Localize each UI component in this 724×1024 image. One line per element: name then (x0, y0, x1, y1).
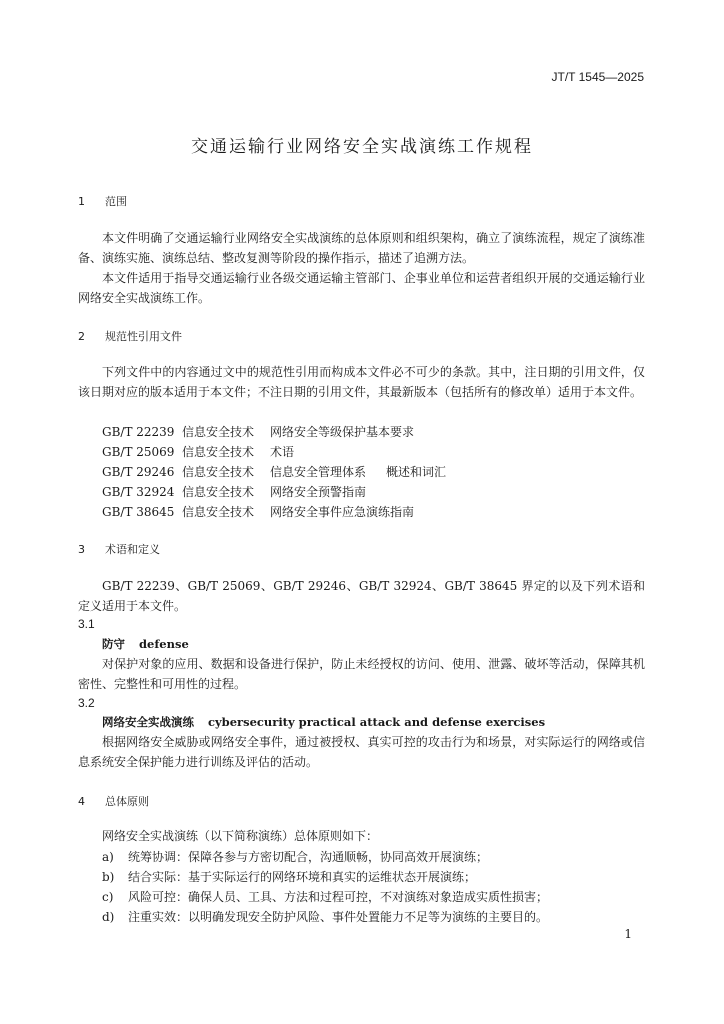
list-item (78, 907, 548, 927)
section-number: 4 (78, 795, 85, 808)
principles-intro: 网络安全实战演练（以下简称演练）总体原则如下： (102, 829, 379, 843)
reference-item (102, 462, 446, 482)
term-definition: 根据网络安全威胁或网络安全事件，通过被授权、真实可控的攻击行为和场景，对实际运行的网络或信息系统安全保护能力进行训练及评估的活动。 (78, 735, 645, 769)
section-title: 规范性引用文件 (105, 330, 182, 343)
reference-code: GB/T 22239 (102, 425, 175, 439)
references-paragraph: 下列文件中的内容通过文中的规范性引用而构成本文件必不可少的条款。其中，注日期的引用文件，仅该日期对应的版本适用于本文件；不注日期的引用文件，其最新版本（包括所有的修改单）适用于本文件。 (78, 365, 645, 399)
list-text: 注重实效：以明确发现安全防护风险、事件处置能力不足等为演练的主要目的。 (128, 910, 549, 924)
list-marker: d) (102, 910, 115, 924)
list-item (78, 887, 548, 907)
reference-category: 信息安全技术 (182, 505, 255, 519)
section-number: 1 (78, 195, 85, 208)
section-title: 术语和定义 (105, 543, 160, 556)
list-item (78, 847, 488, 867)
term-zh: 网络安全实战演练 (102, 715, 194, 729)
scope-paragraph-1: 本文件明确了交通运输行业网络安全实战演练的总体原则和组织架构，确立了演练流程，规定了演练准备、演练实施、演练总结、整改复测等阶段的操作指示，描述了追溯方法。 (78, 231, 645, 265)
reference-item (102, 422, 415, 442)
document-code: JT/T 1545—2025 (551, 70, 644, 84)
term-heading (102, 636, 189, 652)
reference-item (102, 442, 374, 462)
list-marker: b) (102, 870, 115, 884)
reference-title: 信息安全管理体系 (270, 465, 367, 479)
term-zh: 防守 (102, 637, 125, 651)
section-1-heading (78, 193, 127, 209)
section-2-heading (78, 328, 182, 344)
page-number: 1 (624, 927, 632, 941)
list-item (78, 867, 476, 887)
document-title: 交通运输行业网络安全实战演练工作规程 (191, 137, 533, 157)
reference-subtitle: 概述和词汇 (386, 465, 447, 479)
list-text: 结合实际：基于实际运行的网络环境和真实的运维状态开展演练； (128, 870, 477, 884)
section-number: 2 (78, 330, 85, 343)
reference-category: 信息安全技术 (182, 485, 255, 499)
scope-paragraph-2: 本文件适用于指导交通运输行业各级交通运输主管部门、企事业单位和运营者组织开展的交通运输行业网络安全实战演练工作。 (78, 271, 645, 305)
reference-title: 网络安全等级保护基本要求 (270, 425, 415, 439)
term-heading (102, 714, 545, 730)
term-en: cybersecurity practical attack and defense exercises (208, 715, 546, 729)
reference-item (102, 482, 374, 502)
list-text: 风险可控：确保人员、工具、方法和过程可控，不对演练对象造成实质性损害； (128, 890, 549, 904)
section-3-heading (78, 541, 160, 557)
list-text: 统筹协调：保障各参与方密切配合，沟通顺畅，协同高效开展演练； (128, 850, 489, 864)
reference-code: GB/T 38645 (102, 505, 175, 519)
term-definition: 对保护对象的应用、数据和设备进行保护，防止未经授权的访问、使用、泄露、破坏等活动，保障其机密性、完整性和可用性的过程。 (78, 657, 645, 691)
reference-title: 术语 (270, 445, 295, 459)
reference-category: 信息安全技术 (182, 465, 255, 479)
term-en: defense (139, 637, 189, 651)
terms-intro-paragraph: GB/T 22239、GB/T 25069、GB/T 29246、GB/T 32924、GB/T 38645 界定的以及下列术语和定义适用于本文件。 (78, 579, 645, 613)
reference-code: GB/T 29246 (102, 465, 175, 479)
reference-code: GB/T 25069 (102, 445, 175, 459)
section-number: 3 (78, 543, 85, 556)
section-4-heading (78, 793, 149, 809)
section-title: 范围 (105, 195, 127, 208)
term-number: 3.2 (78, 696, 95, 710)
list-marker: c) (102, 890, 114, 904)
reference-category: 信息安全技术 (182, 425, 255, 439)
reference-code: GB/T 32924 (102, 485, 175, 499)
reference-item (102, 502, 415, 522)
section-title: 总体原则 (105, 795, 149, 808)
reference-title: 网络安全预警指南 (270, 485, 367, 499)
term-number: 3.1 (78, 617, 95, 631)
reference-title: 网络安全事件应急演练指南 (270, 505, 415, 519)
list-marker: a) (102, 850, 114, 864)
reference-category: 信息安全技术 (182, 445, 255, 459)
